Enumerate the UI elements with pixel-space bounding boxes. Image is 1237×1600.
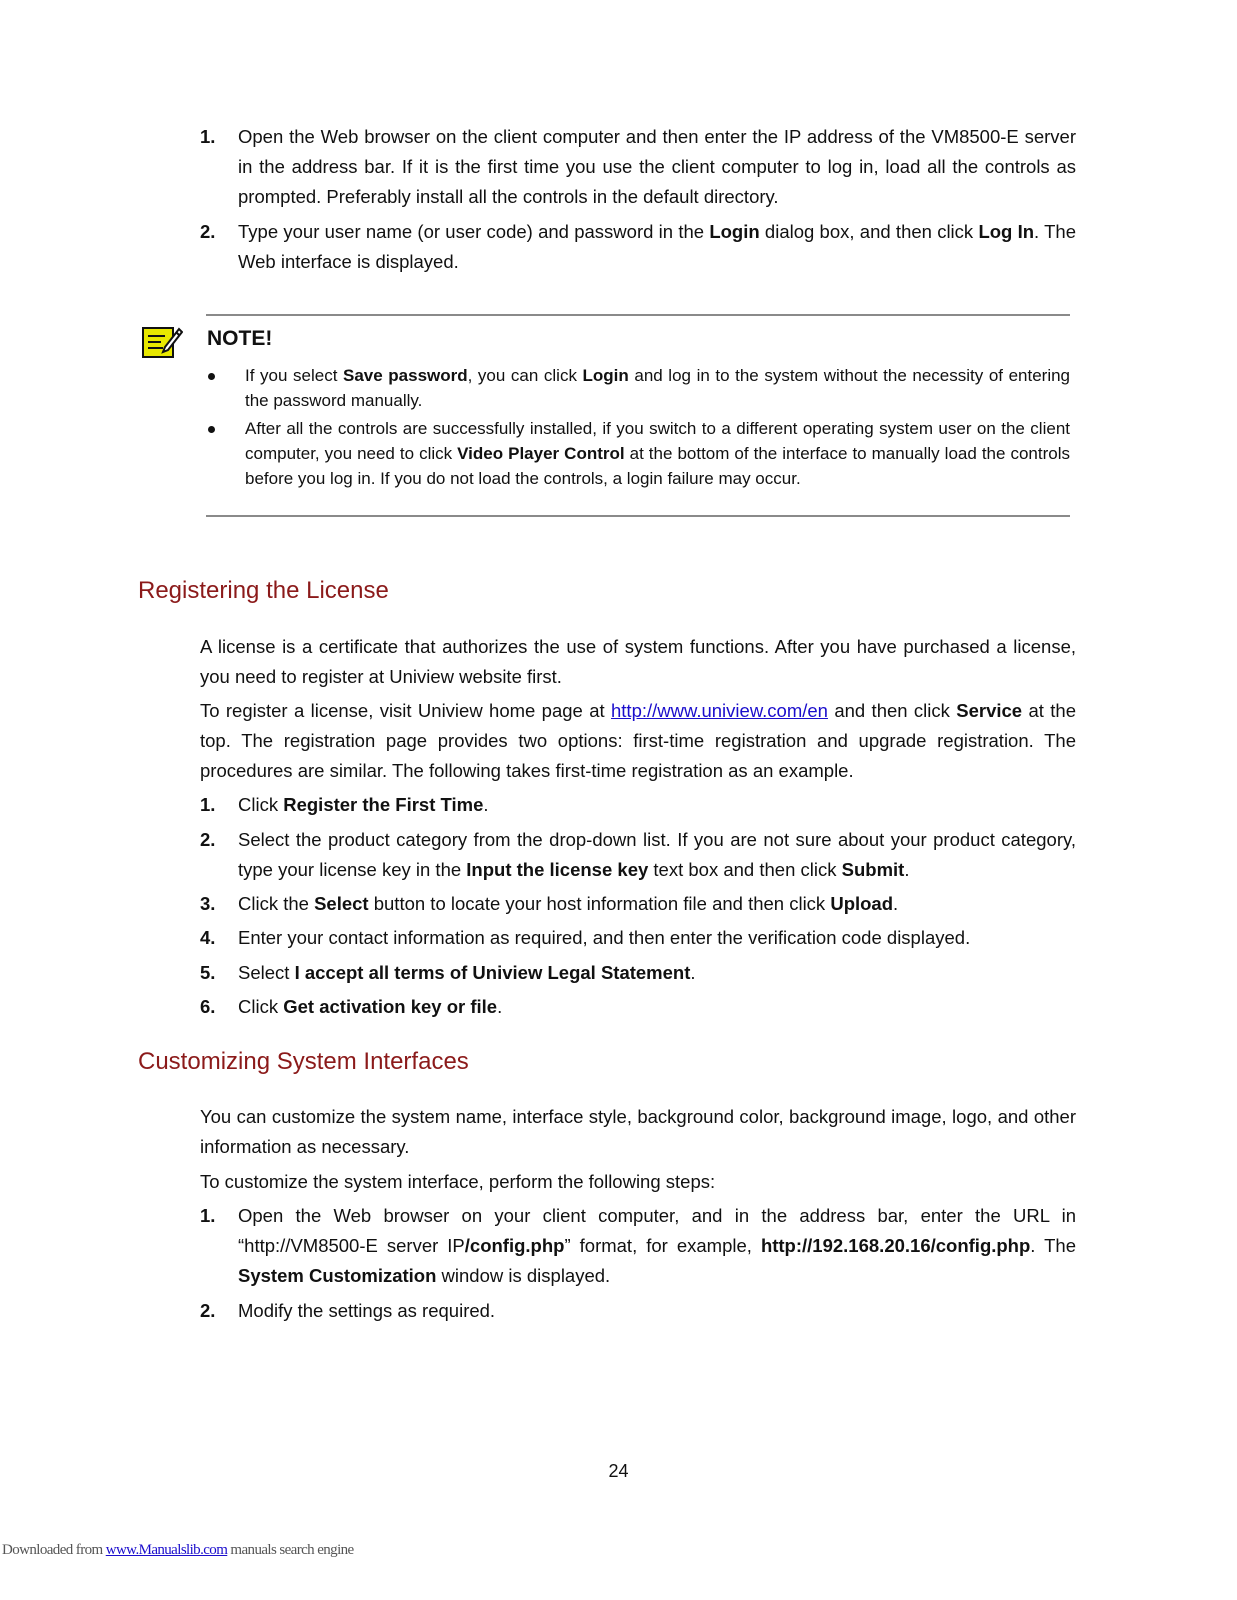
- step-number: 2.: [200, 829, 216, 850]
- step-text: Click the Select button to locate your host information file and then click Upload.: [238, 893, 899, 914]
- license-paragraph-1: A license is a certificate that authorizes the use of system functions. After you have purchased a license, you need to register at Uniview website first.: [200, 636, 1076, 687]
- license-step-1: [200, 790, 1076, 820]
- step-number: 2.: [200, 1300, 216, 1321]
- customize-step-2: [200, 1296, 1076, 1326]
- note-bullet-1: [206, 363, 1070, 413]
- step-text: Open the Web browser on your client computer, and in the address bar, enter the URL in “http://VM8500-E server IP/config.php” format, for example, http://192.168.20.16/config.php. The System Customization window is displayed.: [238, 1205, 1076, 1286]
- step-number: 1.: [200, 1205, 216, 1226]
- bullet-text: If you select Save password, you can click Login and log in to the system without the necessity of entering the password manually.: [245, 366, 1071, 410]
- license-step-6: [200, 992, 1076, 1022]
- license-step-4: [200, 923, 1076, 953]
- manualslib-link[interactable]: www.Manualslib.com: [105, 1542, 228, 1558]
- step-text: Open the Web browser on the client computer and then enter the IP address of the VM8500-E server in the address bar. If it is the first time you use the client computer to log in, load all the controls as prompted. Preferably install all the controls in the default directory.: [238, 126, 1076, 207]
- license-step-2: [200, 825, 1076, 885]
- customize-step-1: [200, 1201, 1076, 1291]
- step-text: Enter your contact information as required, and then enter the verification code displayed.: [238, 927, 971, 948]
- license-step-5: [200, 958, 1076, 988]
- license-step-3: [200, 889, 1076, 919]
- note-bullet-2: [206, 416, 1070, 491]
- note-pencil-icon: [141, 323, 183, 361]
- bullet-dot: [208, 373, 215, 380]
- license-paragraph-2: To register a license, visit Uniview home page at http://www.uniview.com/en and then click Service at the top. The registration page provides two options: first-time registration and upgrade registration. The procedures are similar. The following takes first-time registration as an example.: [200, 700, 1076, 781]
- step-text: Select I accept all terms of Uniview Legal Statement.: [238, 962, 696, 983]
- note-title: NOTE!: [207, 327, 273, 350]
- login-step-2: [200, 217, 1076, 277]
- step-number: 5.: [200, 962, 216, 983]
- section-heading-license: Registering the License: [138, 577, 389, 604]
- step-text: Modify the settings as required.: [238, 1300, 496, 1321]
- step-text: Click Register the First Time.: [238, 794, 489, 815]
- step-number: 3.: [200, 893, 216, 914]
- download-footer: Downloaded from www.Manualslib.com manuals search engine: [2, 1542, 354, 1558]
- login-step-1: [200, 122, 1076, 212]
- page-number: 24: [608, 1461, 629, 1481]
- step-number: 1.: [200, 794, 216, 815]
- customize-paragraph-2: To customize the system interface, perform the following steps:: [200, 1171, 716, 1192]
- step-number: 2.: [200, 221, 216, 242]
- section-heading-customize: Customizing System Interfaces: [138, 1048, 469, 1075]
- uniview-link[interactable]: http://www.uniview.com/en: [611, 700, 828, 721]
- step-number: 1.: [200, 126, 216, 147]
- step-text: Type your user name (or user code) and password in the Login dialog box, and then click Log In. The Web interface is displayed.: [238, 221, 1076, 272]
- bullet-text: After all the controls are successfully installed, if you switch to a different operating system user on the client computer, you need to click Video Player Control at the bottom of the interface to manually load the controls before you log in. If you do not load the controls, a login failure may occur.: [245, 419, 1070, 488]
- note-bottom-rule: [206, 515, 1070, 517]
- bullet-dot: [208, 426, 215, 433]
- step-number: 6.: [200, 996, 216, 1017]
- customize-paragraph-1: You can customize the system name, interface style, background color, background image, logo, and other information as necessary.: [200, 1106, 1076, 1157]
- note-top-rule: [206, 314, 1070, 316]
- step-text: Click Get activation key or file.: [238, 996, 503, 1017]
- step-number: 4.: [200, 927, 216, 948]
- step-text: Select the product category from the drop-down list. If you are not sure about your product category, type your license key in the Input the license key text box and then click Submit.: [238, 829, 1076, 880]
